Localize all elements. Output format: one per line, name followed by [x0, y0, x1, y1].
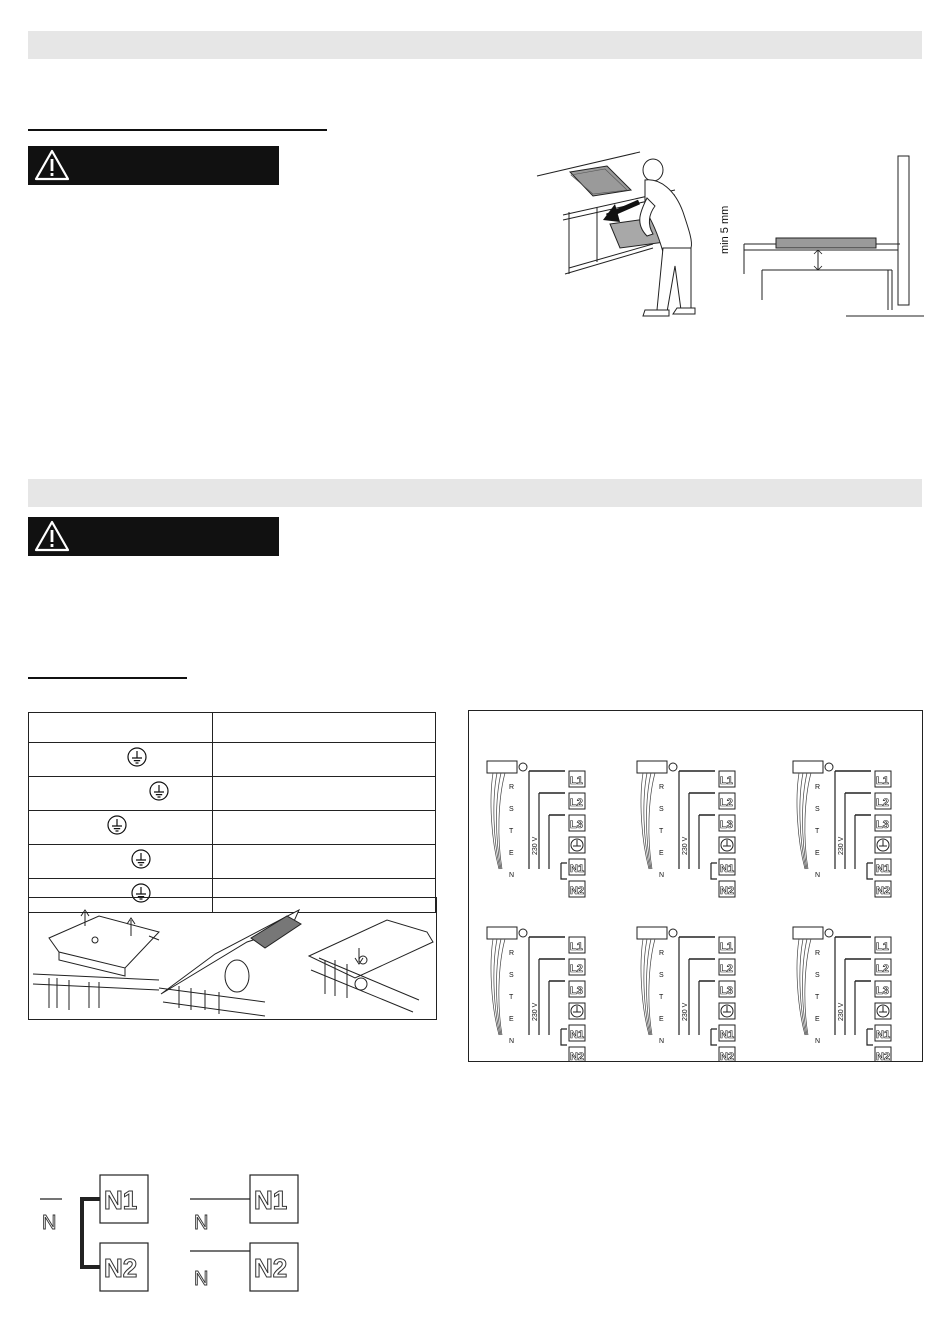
earth-icon	[29, 777, 212, 805]
wire-label: N	[815, 1038, 821, 1045]
terminal-label: L2	[570, 797, 583, 809]
clearance-diagram	[712, 150, 924, 324]
table-row	[29, 845, 436, 879]
neutral-wire-label: N	[194, 1268, 209, 1290]
wiring-diagrams	[468, 710, 923, 1062]
terminal-label: N2	[570, 885, 585, 897]
terminal-label: N2	[720, 885, 735, 897]
terminal-label: N1	[570, 863, 585, 875]
wiring-diagram	[793, 927, 891, 1061]
terminal-label: L1	[570, 775, 583, 787]
voltage-label: 230 V	[682, 836, 689, 855]
wire-label: E	[815, 1016, 820, 1023]
wire-label: T	[659, 828, 664, 835]
installation-illustration	[535, 150, 710, 322]
terminal-label: L2	[876, 963, 889, 975]
wire-label: R	[815, 784, 821, 791]
terminal-label-n1: N1	[254, 1185, 288, 1215]
section-header-band	[28, 31, 922, 59]
wiring-diagram	[487, 761, 585, 897]
wire-label: E	[509, 1016, 514, 1023]
neutral-wire-label: N	[42, 1212, 57, 1234]
wire-label: R	[815, 950, 821, 957]
wire-label: S	[659, 806, 664, 813]
terminal-label: L1	[570, 941, 583, 953]
terminal-label: L1	[720, 941, 733, 953]
earth-icon	[29, 743, 212, 771]
terminal-label: L2	[876, 797, 889, 809]
wire-label: S	[509, 972, 514, 979]
terminal-label: N2	[570, 1051, 585, 1061]
voltage-label: 230 V	[532, 836, 539, 855]
terminal-label: N1	[720, 863, 735, 875]
warning-triangle-icon	[34, 520, 70, 552]
min-gap-label: min 5 mm	[719, 205, 731, 254]
wire-label: T	[659, 994, 664, 1001]
wiring-diagram-grid	[469, 711, 922, 1061]
wire-label: S	[509, 806, 514, 813]
terminal-label: L3	[570, 819, 583, 831]
wiring-diagram	[487, 927, 585, 1061]
earth-icon	[29, 845, 212, 873]
wiring-diagram	[637, 927, 735, 1061]
terminal-label: L2	[720, 963, 733, 975]
terminal-label: L3	[876, 819, 889, 831]
terminal-label: N1	[876, 1029, 891, 1041]
neutral-bridge-diagram	[30, 1165, 310, 1300]
section-header-band-2	[28, 479, 922, 507]
wire-label: N	[509, 1038, 515, 1045]
warning-banner	[28, 146, 279, 185]
wiring-diagram	[793, 761, 891, 897]
wire-label: E	[659, 850, 664, 857]
terminal-label: L1	[876, 941, 889, 953]
section-underline	[28, 129, 327, 131]
table-row	[29, 811, 436, 845]
terminal-label: N1	[570, 1029, 585, 1041]
warning-triangle-icon	[34, 149, 70, 181]
terminal-label: L3	[720, 985, 733, 997]
terminal-label: N2	[720, 1051, 735, 1061]
terminal-label: L2	[570, 963, 583, 975]
terminal-label: L1	[720, 775, 733, 787]
terminal-label: L2	[720, 797, 733, 809]
terminal-label: L1	[876, 775, 889, 787]
wire-label: R	[659, 950, 665, 957]
voltage-label: 230 V	[838, 1002, 845, 1021]
terminal-cover-illustration	[28, 897, 437, 1020]
terminal-label: N2	[876, 885, 891, 897]
voltage-label: 230 V	[532, 1002, 539, 1021]
terminal-label: L3	[876, 985, 889, 997]
terminal-label: N1	[720, 1029, 735, 1041]
wiring-diagram	[637, 761, 735, 897]
subsection-underline	[28, 677, 187, 679]
wire-label: T	[509, 828, 514, 835]
wire-label: E	[815, 850, 820, 857]
terminal-label: L3	[720, 819, 733, 831]
wire-label: T	[815, 994, 820, 1001]
connection-table	[28, 712, 436, 913]
terminal-label: N2	[876, 1051, 891, 1061]
wire-label: E	[659, 1016, 664, 1023]
wire-label: R	[509, 950, 515, 957]
wire-label: N	[815, 872, 821, 879]
terminal-label: L3	[570, 985, 583, 997]
wire-label: R	[509, 784, 515, 791]
table-row	[29, 743, 436, 777]
wire-label: N	[659, 872, 665, 879]
wire-label: S	[815, 972, 820, 979]
terminal-label-n2: N2	[254, 1253, 288, 1283]
wire-label: S	[659, 972, 664, 979]
wire-label: N	[659, 1038, 665, 1045]
wire-label: T	[815, 828, 820, 835]
wire-label: T	[509, 994, 514, 1001]
table-header-row	[29, 713, 436, 743]
wire-label: S	[815, 806, 820, 813]
table-row	[29, 777, 436, 811]
wire-label: E	[509, 850, 514, 857]
neutral-wire-label: N	[194, 1212, 209, 1234]
terminal-label: N1	[876, 863, 891, 875]
terminal-label-n1: N1	[104, 1185, 138, 1215]
wire-label: R	[659, 784, 665, 791]
voltage-label: 230 V	[838, 836, 845, 855]
voltage-label: 230 V	[682, 1002, 689, 1021]
wire-label: N	[509, 872, 515, 879]
warning-banner-2	[28, 517, 279, 556]
earth-icon	[29, 811, 212, 839]
terminal-label-n2: N2	[104, 1253, 138, 1283]
